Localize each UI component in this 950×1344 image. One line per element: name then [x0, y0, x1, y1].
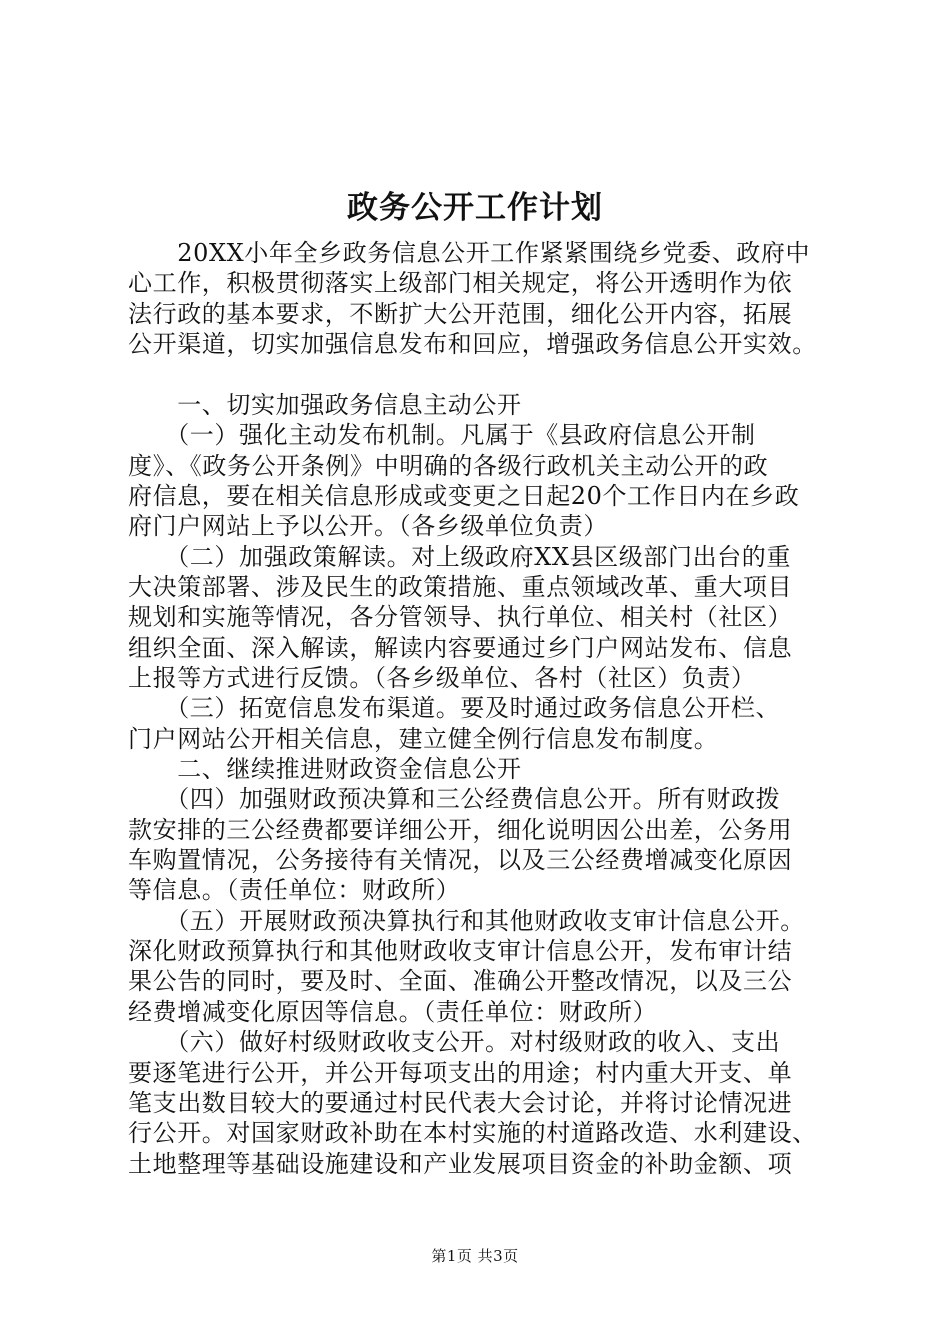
text-line: 大决策部署、涉及民生的政策措施、重点领域改革、重大项目	[128, 572, 793, 601]
page-footer: 第1页 共3页	[431, 1247, 519, 1265]
text-line: 公开渠道，切实加强信息发布和回应，增强政务信息公开实效。	[128, 330, 817, 359]
text-line: （一）强化主动发布机制。凡属于《县政府信息公开制	[128, 421, 756, 450]
text-line: 心工作，积极贯彻落实上级部门相关规定，将公开透明作为依	[128, 269, 793, 298]
text-line: 经费增减变化原因等信息。（责任单位：财政所）	[128, 997, 658, 1026]
text-line: 府信息，要在相关信息形成或变更之日起20个工作日内在乡政	[128, 481, 800, 510]
text-line: 度》、《政务公开条例》中明确的各级行政机关主动公开的政	[128, 451, 769, 480]
text-line: 等信息。（责任单位：财政所）	[128, 876, 461, 905]
text-line: 要逐笔进行公开，并公开每项支出的用途；村内重大开支、单	[128, 1058, 793, 1087]
text-line: 组织全面、深入解读，解读内容要通过乡门户网站发布、信息	[128, 633, 793, 662]
text-line: （四）加强财政预决算和三公经费信息公开。所有财政拨	[128, 785, 781, 814]
text-line: 20XX小年全乡政务信息公开工作紧紧围绕乡党委、政府中	[128, 239, 811, 267]
text-line: 上报等方式进行反馈。（各乡级单位、各村（社区）负责）	[128, 663, 756, 692]
text-line: （二）加强政策解读。对上级政府XX县区级部门出台的重	[128, 542, 791, 571]
text-line: 门户网站公开相关信息，建立健全例行信息发布制度。	[128, 724, 719, 753]
text-line: 土地整理等基础设施建设和产业发展项目资金的补助金额、项	[128, 1149, 793, 1178]
text-line: （五）开展财政预决算执行和其他财政收支审计信息公开。	[128, 906, 805, 935]
text-line: 深化财政预算执行和其他财政收支审计信息公开，发布审计结	[128, 937, 793, 966]
text-line: 款安排的三公经费都要详细公开，细化说明因公出差，公务用	[128, 815, 793, 844]
text-line: 二、继续推进财政资金信息公开	[128, 755, 522, 783]
text-line: （六）做好村级财政收支公开。对村级财政的收入、支出	[128, 1028, 781, 1057]
text-line: 笔支出数目较大的要通过村民代表大会讨论，并将讨论情况进	[128, 1088, 793, 1117]
text-line: 行公开。对国家财政补助在本村实施的村道路改造、水利建设、	[128, 1119, 817, 1148]
text-line: 一、切实加强政务信息主动公开	[128, 390, 522, 419]
text-line: （三）拓宽信息发布渠道。要及时通过政务信息公开栏、	[128, 694, 781, 723]
document-title: 政务公开工作计划	[347, 190, 603, 226]
text-line: 法行政的基本要求，不断扩大公开范围，细化公开内容，拓展	[128, 299, 793, 328]
text-line: 规划和实施等情况，各分管领导、执行单位、相关村（社区）	[128, 603, 793, 632]
text-line: 府门户网站上予以公开。（各乡级单位负责）	[128, 512, 608, 541]
text-line: 果公告的同时，要及时、全面、准确公开整改情况，以及三公	[128, 967, 793, 996]
text-line: 车购置情况，公务接待有关情况，以及三公经费增减变化原因	[128, 846, 793, 874]
